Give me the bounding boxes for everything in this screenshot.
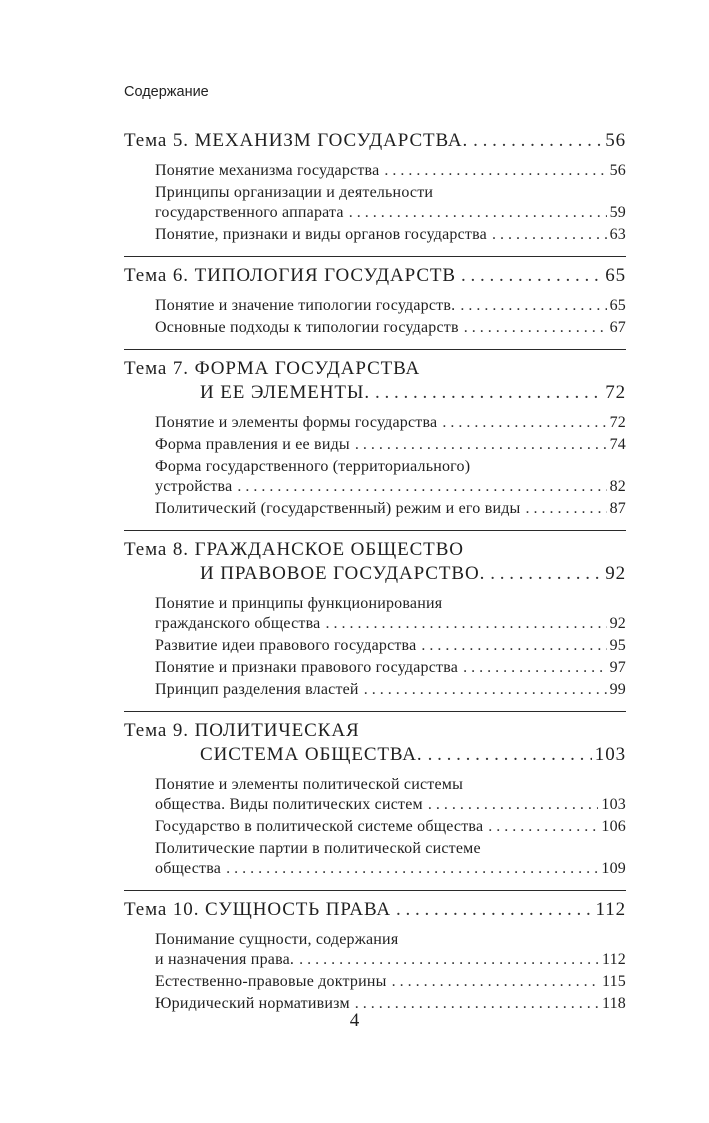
toc-entry[interactable] <box>124 297 626 319</box>
entry-title: Политический (государственный) режим и его виды <box>155 500 521 517</box>
leader-dots <box>325 615 606 633</box>
entry-title-line1: Понятие и элементы политической системы <box>155 776 464 793</box>
leader-dots <box>490 563 602 585</box>
toc-entry[interactable] <box>124 436 626 458</box>
page-ref: 97 <box>609 659 626 676</box>
page-ref: 56 <box>609 162 626 179</box>
toc-entry[interactable] <box>124 615 626 637</box>
entry-title-line1: Принципы организации и деятельности <box>155 184 434 201</box>
toc-entry[interactable] <box>124 973 626 995</box>
page-ref: 59 <box>609 204 626 221</box>
leader-dots <box>226 860 598 878</box>
entry-title: Государство в политической системе общества <box>155 818 484 835</box>
leader-dots <box>364 681 607 699</box>
entry-title: устройства <box>155 478 233 495</box>
leader-dots <box>428 796 599 814</box>
page-ref: 118 <box>601 995 626 1012</box>
section-divider <box>124 530 626 531</box>
toc-entry[interactable] <box>124 319 626 341</box>
entry-title: Форма правления и ее виды <box>155 436 350 453</box>
entry-title: гражданского общества <box>155 615 321 632</box>
leader-dots <box>384 162 606 180</box>
page-ref: 92 <box>605 563 626 584</box>
page-ref: 72 <box>609 414 626 431</box>
page-ref: 109 <box>601 860 626 877</box>
toc-theme-heading[interactable] <box>124 130 626 156</box>
leader-dots <box>464 319 607 337</box>
toc-entry[interactable] <box>124 162 626 184</box>
toc-entry[interactable] <box>124 659 626 681</box>
leader-dots <box>392 973 599 991</box>
leader-dots <box>526 500 607 518</box>
page-ref: 87 <box>609 500 626 517</box>
page-number: 4 <box>349 1010 360 1031</box>
entry-title-line1: Политические партии в политической системе <box>155 840 481 857</box>
toc-entry[interactable] <box>124 500 626 522</box>
entry-title: государственного аппарата <box>155 204 344 221</box>
toc-theme-heading[interactable] <box>124 382 626 408</box>
leader-dots <box>421 637 606 655</box>
entry-title-line1: Форма государственного (территориального) <box>155 458 471 475</box>
toc-theme-6 <box>124 265 626 341</box>
leader-dots <box>355 436 607 454</box>
entry-title: Основные подходы к типологии государств <box>155 319 459 336</box>
leader-dots <box>349 204 607 222</box>
toc-entry[interactable] <box>124 226 626 248</box>
toc-entry[interactable] <box>124 796 626 818</box>
leader-dots <box>488 818 598 836</box>
toc-theme-heading[interactable] <box>124 744 626 770</box>
leader-dots <box>237 478 606 496</box>
entry-title: общества. Виды политических систем <box>155 796 423 813</box>
page-ref: 99 <box>609 681 626 698</box>
section-divider <box>124 256 626 257</box>
section-divider <box>124 890 626 891</box>
toc-entry[interactable] <box>124 414 626 436</box>
toc-theme-10 <box>124 899 626 1017</box>
toc-theme-8 <box>124 539 626 703</box>
leader-dots <box>460 297 606 315</box>
page-ref: 63 <box>609 226 626 243</box>
leader-dots <box>299 951 599 969</box>
page-ref: 82 <box>609 478 626 495</box>
theme-title: И ПРАВОВОЕ ГОСУДАРСТВО. <box>200 563 486 584</box>
leader-dots <box>442 414 606 432</box>
toc-entry[interactable] <box>124 681 626 703</box>
page-ref: 95 <box>609 637 626 654</box>
toc-theme-5 <box>124 130 626 248</box>
toc-theme-heading[interactable] <box>124 265 626 291</box>
page-ref: 65 <box>605 265 626 286</box>
running-head-title: Содержание <box>124 84 209 100</box>
toc-theme-7 <box>124 358 626 522</box>
theme-title: Тема 10. СУЩНОСТЬ ПРАВА <box>124 899 392 920</box>
entry-title-line1: Понимание сущности, содержания <box>155 931 399 948</box>
entry-title: Понятие и признаки правового государства <box>155 659 459 676</box>
leader-dots <box>492 226 607 244</box>
leader-dots <box>396 899 592 921</box>
page-ref: 67 <box>609 319 626 336</box>
page-ref: 72 <box>605 382 626 403</box>
page-ref: 103 <box>594 744 626 765</box>
entry-title: общества <box>155 860 222 877</box>
entry-title: Естественно-правовые доктрины <box>155 973 387 990</box>
toc-theme-heading[interactable] <box>124 899 626 925</box>
page-ref: 112 <box>595 899 626 920</box>
page-ref: 112 <box>601 951 626 968</box>
table-of-contents <box>124 130 626 1017</box>
entry-title: Понятие механизма государства <box>155 162 380 179</box>
entry-title: Понятие, признаки и виды органов государства <box>155 226 487 243</box>
theme-title-line1: Тема 9. ПОЛИТИЧЕСКАЯ <box>124 720 360 741</box>
leader-dots <box>463 659 607 677</box>
page-ref: 65 <box>609 297 626 314</box>
entry-title: Развитие идеи правового государства <box>155 637 417 654</box>
theme-title: СИСТЕМА ОБЩЕСТВА. <box>200 744 423 765</box>
theme-title: И ЕЕ ЭЛЕМЕНТЫ. <box>200 382 371 403</box>
theme-title-line1: Тема 8. ГРАЖДАНСКОЕ ОБЩЕСТВО <box>124 539 464 560</box>
leader-dots <box>461 265 602 287</box>
section-divider <box>124 711 626 712</box>
theme-title-line1: Тема 7. ФОРМА ГОСУДАРСТВА <box>124 358 421 379</box>
toc-entry[interactable] <box>124 637 626 659</box>
page-ref: 115 <box>601 973 626 990</box>
leader-dots <box>473 130 602 152</box>
toc-theme-9 <box>124 720 626 882</box>
page-ref: 92 <box>609 615 626 632</box>
leader-dots <box>428 744 592 766</box>
page-ref: 56 <box>605 130 626 151</box>
page-ref: 106 <box>601 818 626 835</box>
toc-entry[interactable] <box>124 478 626 500</box>
page-ref: 74 <box>609 436 626 453</box>
section-divider <box>124 349 626 350</box>
toc-theme-heading[interactable] <box>124 563 626 589</box>
entry-title: и назначения права. <box>155 951 295 968</box>
theme-title: Тема 5. МЕХАНИЗМ ГОСУДАРСТВА. <box>124 130 469 151</box>
entry-title: Понятие и элементы формы государства <box>155 414 438 431</box>
entry-title: Понятие и значение типологии государств. <box>155 297 456 314</box>
entry-title-line1: Понятие и принципы функционирования <box>155 595 443 612</box>
leader-dots <box>375 382 602 404</box>
page-ref: 103 <box>601 796 626 813</box>
theme-title: Тема 6. ТИПОЛОГИЯ ГОСУДАРСТВ <box>124 265 457 286</box>
toc-entry[interactable] <box>124 204 626 226</box>
entry-title: Принцип разделения властей <box>155 681 359 698</box>
entry-title: Юридический нормативизм <box>155 995 350 1012</box>
toc-entry[interactable] <box>124 860 626 882</box>
toc-entry[interactable] <box>124 818 626 840</box>
toc-entry[interactable] <box>124 951 626 973</box>
